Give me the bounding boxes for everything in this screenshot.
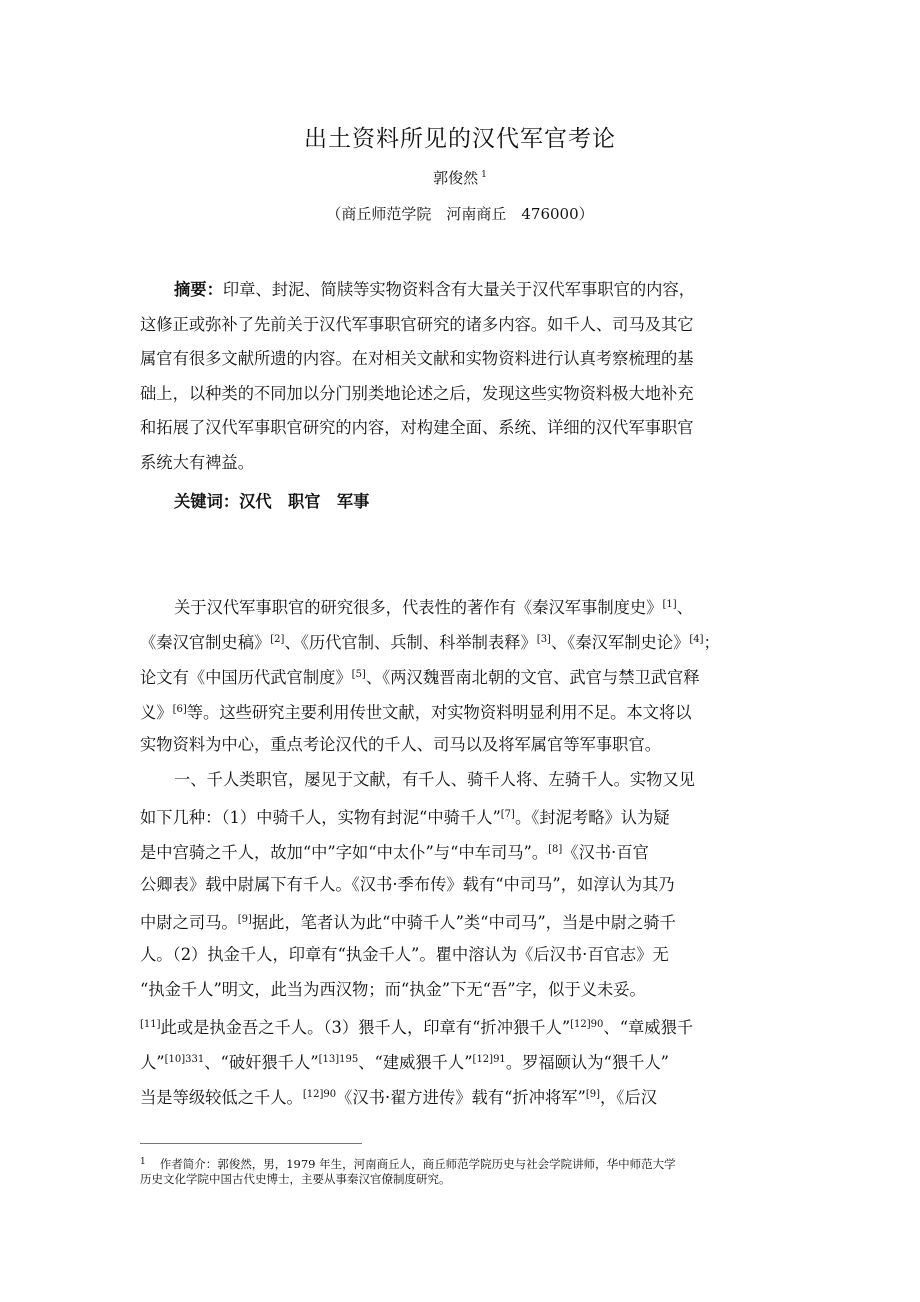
abstract-line-1 <box>174 280 780 300</box>
author-name: 郭俊然 <box>433 169 479 187</box>
citation-ref[interactable]: [8] <box>548 844 563 855</box>
citation-ref[interactable]: [10]331 <box>164 1054 205 1065</box>
citation-ref[interactable]: [9] <box>585 1089 601 1100</box>
author-footnote-mark[interactable]: 1 <box>481 170 487 180</box>
abstract-line-5: 和拓展了汉代军事职官研究的内容，对构建全面、系统、详细的汉代军事职官 <box>140 418 694 437</box>
footnote-text: 作者简介：郭俊然，男，1979 年生，河南商丘人，商丘师范学院历史与社会学院讲师，华中师范大学 <box>159 1157 676 1171</box>
keywords-value: 汉代 职官 军事 <box>239 492 370 511</box>
citation-ref[interactable]: [12]91 <box>472 1054 506 1065</box>
body-line-12: “执金千人”明文，此当为西汉物；而“执金”下无“吾”字，似于义未妥。 <box>140 980 646 999</box>
body-line-11: 人。（2）执金千人，印章有“执金千人”。瞿中溶认为《后汉书·百官志》无 <box>140 945 669 964</box>
body-line-10: 中尉之司马。[9]据此，笔者认为此“中骑千人”类“中司马”，当是中尉之骑千 <box>140 913 676 932</box>
abstract-label: 摘要： <box>174 280 223 299</box>
author-line <box>0 167 920 188</box>
citation-ref[interactable]: [6] <box>172 704 187 715</box>
citation-ref[interactable]: [13]195 <box>318 1054 359 1065</box>
citation-ref[interactable]: [12]90 <box>302 1089 337 1100</box>
citation-ref[interactable]: [3] <box>536 634 551 645</box>
citation-ref[interactable]: [12]90 <box>570 1019 604 1030</box>
citation-ref[interactable]: [4] <box>689 634 704 645</box>
keywords <box>174 492 780 512</box>
body-line-14: 人”$^{[10]331}$、“破奸猥千人”$^{[13]195}$、“建威猥千人”$^{[12]91}$。罗福颐认为“猥千人” <box>140 1053 669 1072</box>
body-line-8: 是中宫骑之千人，故加“中”字如“中太仆”与“中车司马”。[8]《汉书·百官 <box>140 843 649 862</box>
body-line-15: 当是等级较低之千人。$^{[12]90}$《汉书·翟方进传》载有“折冲将军”[9]，《后汉 <box>140 1088 658 1107</box>
citation-ref[interactable]: [11] <box>140 1019 161 1030</box>
body-line-4: 义》[6]等。这些研究主要利用传世文献，对实物资料明显利用不足。本文将以 <box>140 703 692 722</box>
paper-title: 出土资料所见的汉代军官考论 <box>304 126 616 152</box>
citation-ref[interactable]: [5] <box>351 669 366 680</box>
abstract-text: 印章、封泥、简牍等实物资料含有大量关于汉代军事职官的内容， <box>222 280 696 299</box>
body-line-5: 实物资料为中心，重点考论汉代的千人、司马以及将军属官等军事职官。 <box>140 735 662 754</box>
body-line-9: 公卿表》载中尉属下有千人。《汉书·季布传》载有“中司马”，如淳认为其乃 <box>140 875 675 894</box>
citation-ref[interactable]: [1] <box>662 599 677 610</box>
abstract-line-6: 系统大有裨益。 <box>140 453 254 472</box>
citation-ref[interactable]: [7] <box>500 809 515 820</box>
footnote-separator <box>140 1143 362 1144</box>
abstract-line-3: 属官有很多文献所遗的内容。在对相关文献和实物资料进行认真考察梳理的基 <box>140 349 694 368</box>
body-line-13: [11]此或是执金吾之千人。（3）猥千人，印章有“折冲猥千人”$^{[12]90}$、“章威猥千 <box>140 1018 694 1037</box>
abstract-line-2: 这修正或弥补了先前关于汉代军事职官研究的诸多内容。如千人、司马及其它 <box>140 315 694 334</box>
citation-ref[interactable]: [9] <box>237 914 252 925</box>
body-line-7: 如下几种：（1）中骑千人，实物有封泥“中骑千人”[7]。《封泥考略》认为疑 <box>140 808 670 827</box>
affiliation: （商丘师范学院 河南商丘 476000） <box>326 205 594 223</box>
body-line-6: 一、千人类职官，屡见于文献，有千人、骑千人将、左骑千人。实物又见 <box>174 770 696 789</box>
citation-ref[interactable]: [2] <box>270 634 285 645</box>
body-line-2: 《秦汉官制史稿》[2]、《历代官制、兵制、科举制表释》[3]、《秦汉军制史论》[4]； <box>140 633 720 652</box>
footnote-line-2: 历史文化学院中国古代史博士，主要从事秦汉官僚制度研究。 <box>140 1172 451 1186</box>
abstract-line-4: 础上，以种类的不同加以分门别类地论述之后，发现这些实物资料极大地补充 <box>140 384 694 403</box>
body-line-3: 论文有《中国历代武官制度》[5]、《两汉魏晋南北朝的文官、武官与禁卫武官释 <box>140 668 700 687</box>
footnote-line-1 <box>140 1155 790 1171</box>
body-line-1: 关于汉代军事职官的研究很多，代表性的著作有《秦汉军事制度史》[1]、 <box>174 598 693 617</box>
keywords-label: 关键词： <box>174 492 240 511</box>
footnote-mark: 1 <box>140 1157 146 1167</box>
